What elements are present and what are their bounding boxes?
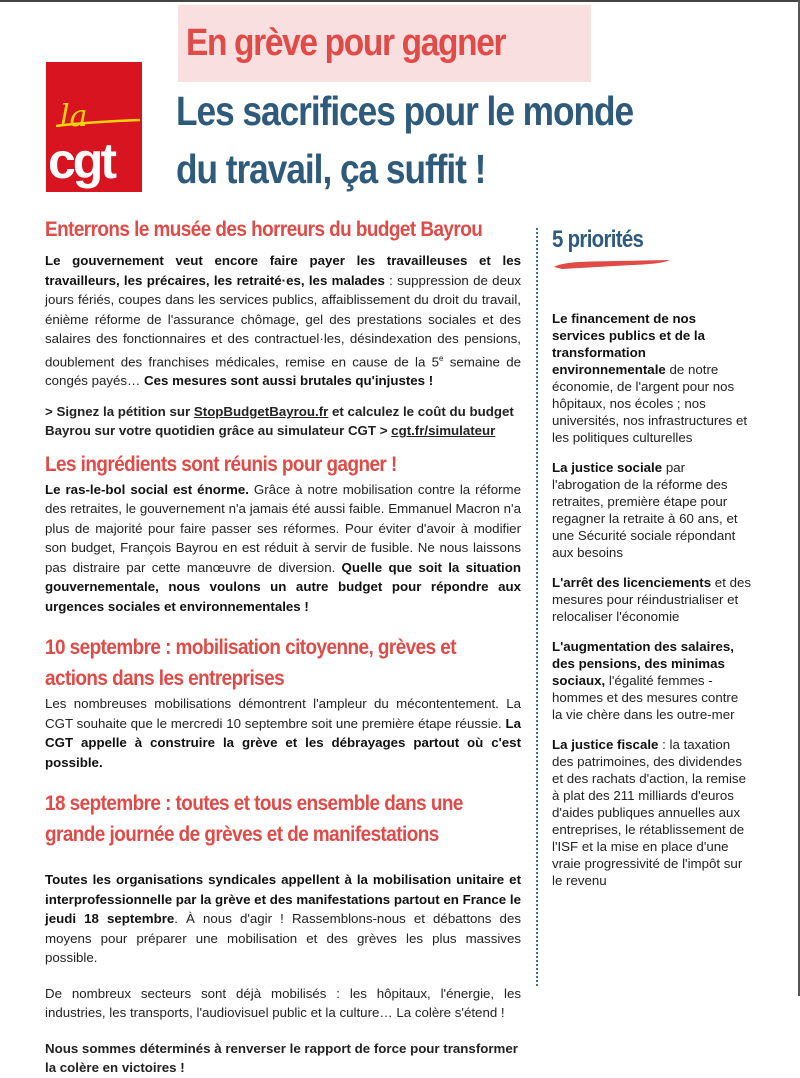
section-18-septembre	[45, 788, 521, 1078]
bold-lead: Toutes les organisations syndicales appellent à la mobilisation unitaire et interprofessionnelle par la grève et des manifestations partout en France le jeudi 18 septembre	[45, 872, 521, 927]
bold-tail: Ces mesures sont aussi brutales qu'injustes !	[144, 373, 434, 389]
superscript: e	[439, 353, 444, 363]
priority-text: et des mesures pour réindustrialiser et relocaliser l'économie	[552, 575, 752, 624]
priority-item	[552, 736, 752, 889]
priority-item	[552, 574, 752, 625]
title-line-2: grande journée de grèves et de manifestations	[45, 823, 439, 847]
headline-line-1: Les sacrifices pour le monde	[176, 88, 634, 134]
body-text: : suppression de deux jours fériés, coupes dans les services publics, affaiblissement du droit du travail, énième réforme de l'assurance chômage, gel des prestations sociales et des salaires des fonctionnaires et des contractuel·les, désindexation des pensions, doublement des franchises médicales, remise en cause de la 5	[45, 272, 522, 369]
page-border-top	[0, 0, 800, 2]
priority-item	[552, 310, 752, 446]
body-text: Grâce à notre mobilisation contre la réforme des retraites, le gouvernement n'a jamais été aussi faible. Emmanuel Macron n'a plus de majorité pour faire passer ses réformes. Pour éviter d'avoir à modifier son budget, François Bayrou en est réduit à servir de fusible. Ne nous laissons pas distraire par cette manœuvre de diversion.	[45, 481, 521, 575]
priority-text: par l'abrogation de la réforme des retraites, première étape pour regagner la retraite à 60 ans, et une Sécurité sociale répondant aux besoins	[552, 460, 738, 560]
banner	[178, 5, 591, 82]
section-paragraph	[45, 870, 521, 968]
bold-lead: Le gouvernement veut encore faire payer les travailleuses et les travailleurs, les précaires, les retraité·es, les malades	[45, 253, 521, 288]
cta-middle: et calculez le coût du budget Bayrou sur votre quotidien grâce au simulateur CGT >	[45, 403, 514, 439]
cgt-logo-graphic	[46, 62, 142, 192]
priorities-sidebar	[552, 226, 752, 889]
section-paragraph	[45, 480, 521, 617]
logo-main-text: cgt	[48, 133, 114, 189]
priorities-list	[552, 310, 752, 889]
bold-tail: Quelle que soit la situation gouvernementale, nous voulons un autre budget pour répondre aux urgences sociales et environnementales !	[45, 559, 521, 614]
section-10-septembre	[45, 632, 521, 772]
headline-line-2: du travail, ça suffit !	[176, 146, 486, 192]
priority-text: de notre économie, de l'argent pour nos hôpitaux, nos écoles ; nos universités, nos infrastructures et les politiques culturelles	[552, 362, 748, 445]
title-line-1: 18 septembre : toutes et tous ensemble dans une	[45, 792, 463, 816]
bold-tail: La CGT appelle à construire la grève et les débrayages partout où c'est possible.	[45, 715, 521, 770]
section-paragraph: De nombreux secteurs sont déjà mobilisés : les hôpitaux, l'énergie, les industries, les transports, l'audiovisuel public et la culture… La colère s'étend !	[45, 985, 521, 1021]
section-budget-bayrou	[45, 214, 521, 441]
section-paragraph	[45, 694, 521, 772]
closing-statement: Nous sommes déterminés à renverser le rapport de force pour transformer la colère en victoires !	[45, 1040, 518, 1076]
priority-item	[552, 638, 752, 723]
brush-stroke-underline	[552, 258, 672, 270]
body-text: . À nous d'agir ! Rassemblons-nous et débattons des moyens pour préparer une mobilisation et des grèves les plus massives possible.	[45, 911, 521, 966]
petition-call	[45, 402, 521, 441]
section-paragraph	[45, 251, 521, 391]
priority-heading: La justice fiscale	[552, 737, 659, 752]
sidebar-title: 5 priorités	[552, 226, 644, 253]
main-column	[45, 214, 521, 1078]
title-line-1: 10 septembre : mobilisation citoyenne, grèves et	[45, 636, 457, 660]
priority-text: l'égalité femmes - hommes et des mesures contre la vie chère dans les outre-mer	[552, 673, 739, 722]
priority-item	[552, 459, 752, 561]
logo-script-text: la	[60, 99, 88, 134]
column-divider	[536, 228, 538, 986]
priority-text: : la taxation des patrimoines, des dividendes et des rachats d'action, la remise à plat des 211 milliards d'euros d'aides publiques annuelles aux entreprises, le rétablissement de l'ISF et la mise en place d'une vraie progressivité de l'impôt sur le revenu	[552, 737, 746, 888]
section-title: Enterrons le musée des horreurs du budget Bayrou	[45, 218, 483, 241]
body-text: Les nombreuses mobilisations démontrent l'ampleur du mécontentement. La CGT souhaite que le mercredi 10 septembre soit une première étape réussie.	[45, 696, 521, 731]
bold-lead: Le ras-le-bol social est énorme.	[45, 481, 249, 497]
simulator-link[interactable]: cgt.fr/simulateur	[391, 423, 496, 439]
priority-heading: La justice sociale	[552, 460, 663, 475]
cgt-logo	[46, 62, 142, 192]
banner-title: En grève pour gagner	[186, 22, 506, 64]
section-ingredients	[45, 449, 521, 617]
priority-heading: L'augmentation des salaires, des pensions, des minimas sociaux,	[552, 639, 734, 688]
cta-prefix: > Signez la pétition sur	[45, 403, 194, 419]
body-text: semaine de congés payés…	[45, 353, 521, 389]
title-line-2: actions dans les entreprises	[45, 667, 285, 691]
priority-heading: Le financement de nos services publics et de la transformation environnementale	[552, 311, 705, 377]
headline	[176, 82, 658, 198]
section-title	[45, 788, 473, 850]
section-title	[45, 632, 473, 694]
priority-heading: L'arrêt des licenciements	[552, 575, 712, 590]
section-title: Les ingrédients sont réunis pour gagner !	[45, 452, 397, 476]
petition-link[interactable]: StopBudgetBayrou.fr	[193, 403, 329, 419]
